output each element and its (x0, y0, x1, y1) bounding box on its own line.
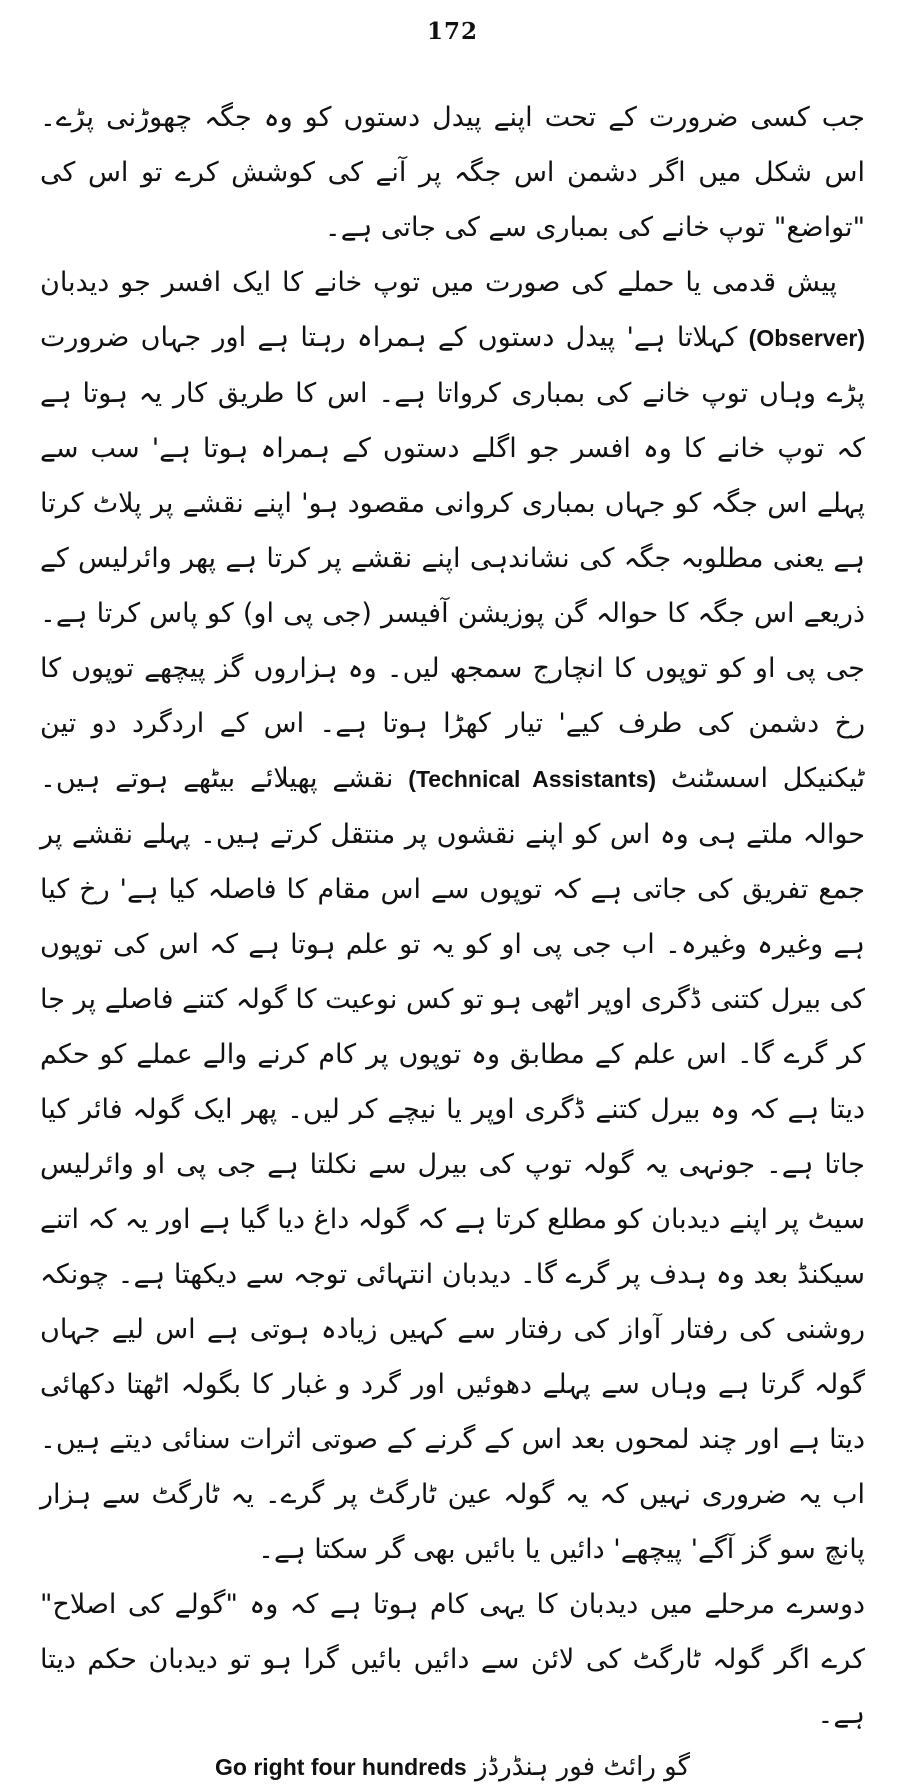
paragraph-2-lead: پیش قدمی یا حملے کی صورت میں توپ خانے کا ایک افسر جو دیدبان (40, 267, 837, 298)
paragraph-2-continued: نقشے پھیلائے بیٹھے ہوتے ہیں۔ حوالہ ملتے ہی وہ اس کو اپنے نقشوں پر منتقل کرتے ہیں۔ پہلے نقشے پر جمع تفریق کی جاتی ہے کہ توپوں سے اس مقام کا فاصلہ کیا ہے' رخ کیا ہے وغیرہ وغیرہ۔ اب جی پی او کو یہ تو علم ہوتا ہے کہ اس کی توپوں کی بیرل کتنی ڈگری اوپر اٹھی ہو تو کس نوعیت کا گولہ کتنے فاصلے پر جا کر گرے گا۔ اس علم کے مطابق وہ توپوں پر کام کرنے والے عملے کو حکم دیتا ہے کہ وہ بیرل کتنے ڈگری اوپر یا نیچے کر لیں۔ پھر ایک گولہ فائر کیا جاتا ہے۔ جونہی یہ گولہ توپ کی بیرل سے نکلتا ہے جی پی او وائرلیس سیٹ پر اپنے دیدبان کو مطلع کرتا ہے کہ گولہ داغ دیا گیا ہے اور یہ کہ اتنے سیکنڈ بعد وہ ہدف پر گرے گا۔ دیدبان انتہائی توجہ سے دیکھتا ہے۔ چونکہ روشنی کی رفتار آواز کی رفتار سے کہیں زیادہ ہوتی ہے اس لیے جہاں گولہ گرتا ہے وہاں سے پہلے دھوئیں اور گرد و غبار کا بگولہ اٹھتا دکھائی دیتا ہے اور چند لمحوں بعد اس کے گرنے کے صوتی اثرات سنائی دیتے ہیں۔ اب یہ ضروری نہیں کہ یہ گولہ عین ٹارگٹ پر گرے۔ یہ ٹارگٹ سے ہزار پانچ سو گز آگے' پیچھے' دائیں یا بائیں بھی گر سکتا ہے۔ (40, 763, 865, 1565)
paragraph-2-body: کہلاتا ہے' پیدل دستوں کے ہمراہ رہتا ہے اور جہاں ضرورت پڑے وہاں توپ خانے کی بمباری کرواتا ہے۔ اس کا طریق کار یہ ہوتا ہے کہ توپ خانے کا وہ افسر جو اگلے دستوں کے ہمراہ ہوتا ہے' سب سے پہلے اس جگہ کو جہاں بمباری کروانی مقصود ہو' اپنے نقشے پر پلاٹ کرتا ہے یعنی مطلوبہ جگہ کی نشاندہی اپنے نقشے پر کرتا ہے پھر وائرلیس کے ذریعے اس جگہ کا حوالہ گن پوزیشن آفیسر (جی پی او) کو پاس کرتا ہے۔ جی پی او کو توپوں کا انچارج سمجھ لیں۔ وہ ہزاروں گز پیچھے توپوں کا رخ دشمن کی طرف کیے' تیار کھڑا ہوتا ہے۔ اس کے اردگرد دو تین ٹیکنیکل اسسٹنٹ (40, 322, 865, 794)
body-text (40, 90, 865, 1742)
paragraph-1: جب کسی ضرورت کے تحت اپنے پیدل دستوں کو وہ جگہ چھوڑنی پڑے۔ اس شکل میں اگر دشمن اس جگہ پر آنے کی کوشش کرے تو اس کی "تواضع" توپ خانے کی بمباری سے کی جاتی ہے۔ (40, 102, 865, 243)
command-urdu: گو رائٹ فور ہنڈرڈز (474, 1752, 690, 1782)
observer-term: (Observer) (748, 325, 865, 351)
command-phrase (40, 1742, 865, 1792)
paragraph-2 (40, 255, 865, 1577)
technical-assistants-term: (Technical Assistants) (408, 766, 657, 792)
paragraph-3: دوسرے مرحلے میں دیدبان کا یہی کام ہوتا ہے کہ وہ "گولے کی اصلاح" کرے اگر گولہ ٹارگٹ کی لائن سے دائیں بائیں گرا ہو تو دیدبان حکم دیتا ہے۔ (40, 1589, 865, 1730)
page-number: 172 (426, 18, 478, 45)
command-english: Go right four hundreds (215, 1754, 467, 1780)
